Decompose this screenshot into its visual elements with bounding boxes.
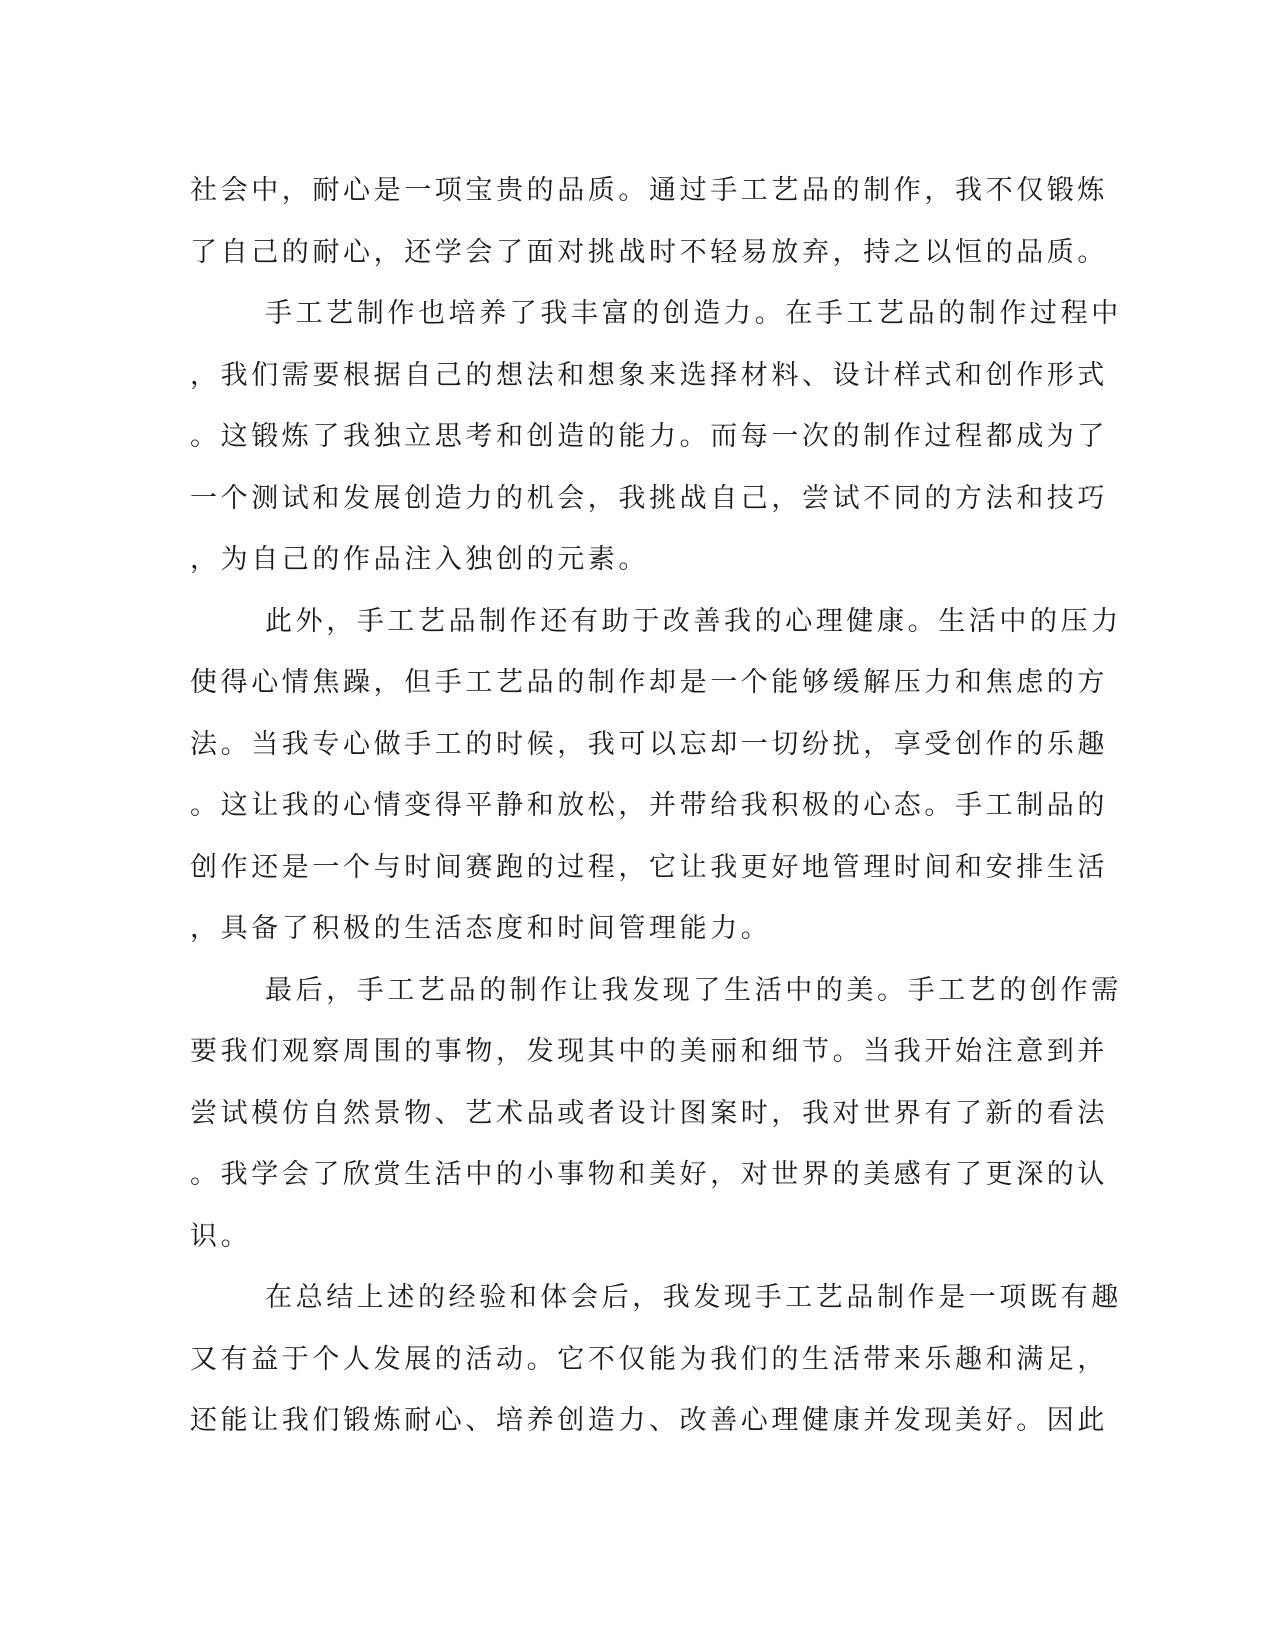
text-line: 。我学会了欣赏生活中的小事物和美好，对世界的美感有了更深的认 [190,1159,1108,1190]
text-line: 了自己的耐心，还学会了面对挑战时不轻易放弃，持之以恒的品质。 [190,236,1108,268]
text-line: 社会中，耐心是一项宝贵的品质。通过手工艺品的制作，我不仅锻炼 [190,175,1108,206]
text-line: ，我们需要根据自己的想法和想象来选择材料、设计样式和创作形式 [190,359,1108,391]
text-line: 使得心情焦躁，但手工艺品的制作却是一个能够缓解压力和焦虑的方 [190,667,1108,698]
text-line: 创作还是一个与时间赛跑的过程，它让我更好地管理时间和安排生活 [190,851,1108,883]
text-line: 识。 [190,1220,252,1252]
text-line: 要我们观察周围的事物，发现其中的美丽和细节。当我开始注意到并 [190,1036,1108,1067]
paragraph-first-line: 此外，手工艺品制作还有助于改善我的心理健康。生活中的压力 [265,605,1122,637]
text-line: 一个测试和发展创造力的机会，我挑战自己，尝试不同的方法和技巧 [190,482,1108,514]
text-line: 尝试模仿自然景物、艺术品或者设计图案时，我对世界有了新的看法 [190,1097,1108,1129]
text-line: 又有益于个人发展的活动。它不仅能为我们的生活带来乐趣和满足， [190,1343,1108,1375]
body-text [190,160,1122,1452]
text-line: 。这锻炼了我独立思考和创造的能力。而每一次的制作过程都成为了 [190,421,1108,452]
text-line: ，为自己的作品注入独创的元素。 [190,544,649,575]
text-line: 法。当我专心做手工的时候，我可以忘却一切纷扰，享受创作的乐趣 [190,728,1108,760]
paragraph-first-line: 手工艺制作也培养了我丰富的创造力。在手工艺品的制作过程中 [265,298,1122,329]
text-line: ，具备了积极的生活态度和时间管理能力。 [190,913,772,944]
paragraph-first-line: 在总结上述的经验和体会后，我发现手工艺品制作是一项既有趣 [265,1282,1122,1313]
text-line: 还能让我们锻炼耐心、培养创造力、改善心理健康并发现美好。因此 [190,1405,1108,1436]
paragraph-first-line: 最后，手工艺品的制作让我发现了生活中的美。手工艺的创作需 [265,974,1122,1006]
text-line: 。这让我的心情变得平静和放松，并带给我积极的心态。手工制品的 [190,790,1108,821]
